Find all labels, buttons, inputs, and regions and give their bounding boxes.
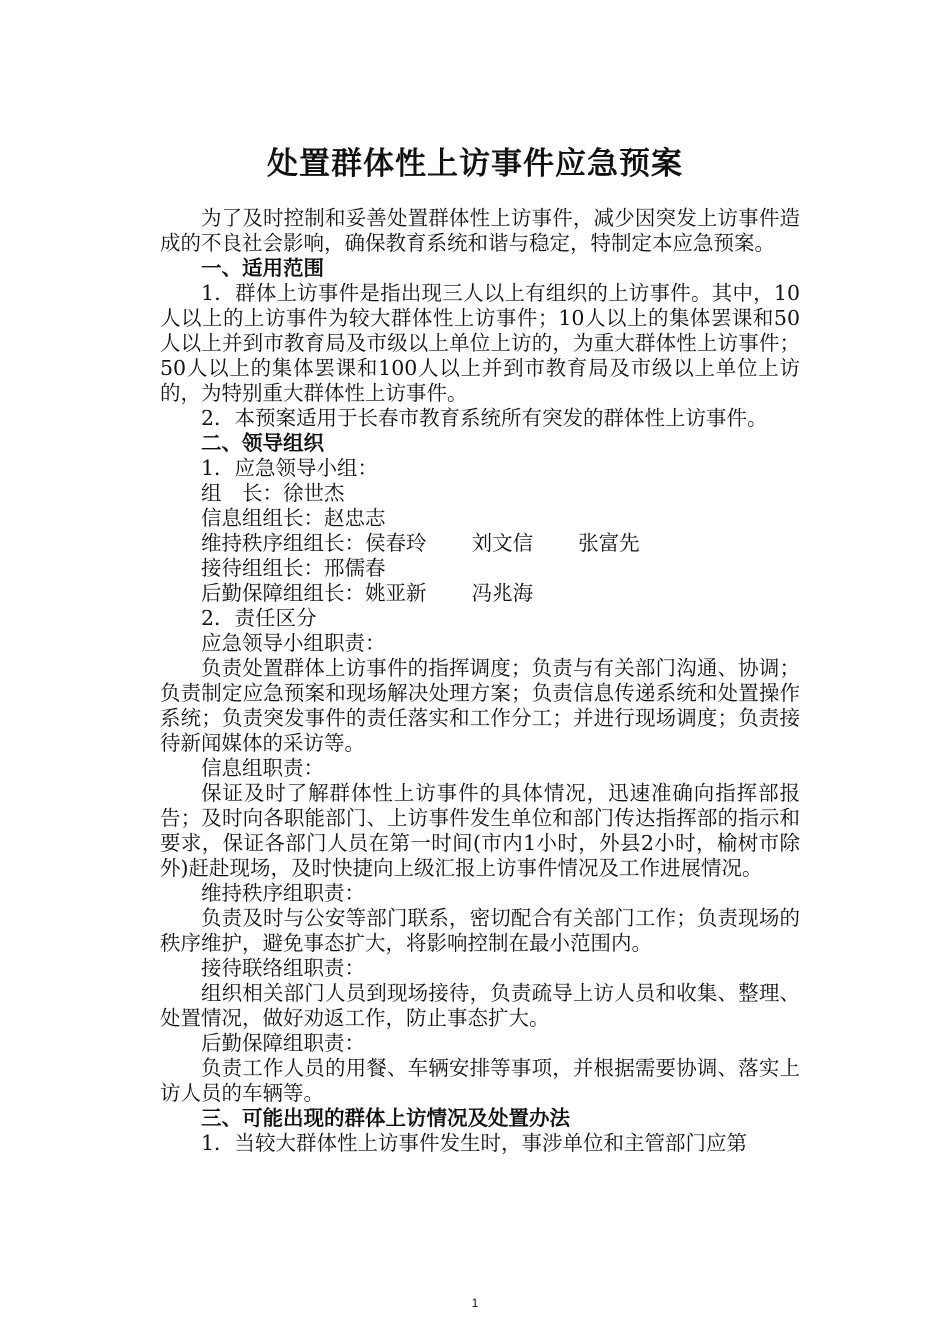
order-group-leader-1: 维持秩序组组长：侯春玲 [201, 531, 427, 555]
info-duties-text: 保证及时了解群体性上访事件的具体情况，迅速准确向指挥部报告；及时向各职能部门、上访事件发生单位和部门传达指挥部的指示和要求，保证各部门人员在第一时间(市内1小时，外县2小时，榆树市除外)赶赴现场，及时快捷向上级汇报上访事件情况及工作进展情况。 [160, 781, 800, 880]
reception-group-leader-line: 接待组组长：邢儒春 [201, 556, 386, 580]
order-duties-label: 维持秩序组职责： [201, 881, 365, 905]
order-duties-text: 负责及时与公安等部门联系，密切配合有关部门工作；负责现场的秩序维护，避免事态扩大，将影响控制在最小范围内。 [160, 906, 800, 955]
logistics-group-leader-2: 冯兆海 [471, 581, 534, 605]
document-title: 处置群体性上访事件应急预案 [267, 146, 683, 182]
reception-duties-text: 组织相关部门人员到现场接待，负责疏导上访人员和收集、整理、处置情况，做好劝返工作，防止事态扩大。 [160, 981, 800, 1030]
leadership-duties-label: 应急领导小组职责： [201, 631, 386, 655]
section-heading-scope: 一、适用范围 [201, 256, 324, 280]
logistics-group-leader-line [160, 581, 800, 606]
leader-line: 组 长：徐世杰 [201, 481, 345, 505]
scope-item-2: 2．本预案适用于长春市教育系统所有突发的群体性上访事件。 [201, 406, 768, 430]
reception-duties-label: 接待联络组职责： [201, 956, 365, 980]
order-group-leader-line [160, 531, 800, 556]
logistics-duties-label: 后勤保障组职责： [201, 1031, 365, 1055]
intro-paragraph: 为了及时控制和妥善处置群体性上访事件，减少因突发上访事件造成的不良社会影响，确保教育系统和谐与稳定，特制定本应急预案。 [160, 206, 800, 255]
info-duties-label: 信息组职责： [201, 756, 324, 780]
logistics-duties-text: 负责工作人员的用餐、车辆安排等事项，并根据需要协调、落实上访人员的车辆等。 [160, 1056, 800, 1105]
page-number: 1 [471, 1296, 479, 1310]
section-heading-handling: 三、可能出现的群体上访情况及处置办法 [201, 1106, 570, 1130]
info-group-leader-line: 信息组组长：赵忠志 [201, 506, 386, 530]
handling-item-1: 1．当较大群体性上访事件发生时，事涉单位和主管部门应第 [201, 1131, 748, 1155]
leadership-duties-text: 负责处置群体上访事件的指挥调度；负责与有关部门沟通、协调；负责制定应急预案和现场解决处理方案；负责信息传递系统和处置操作系统；负责突发事件的责任落实和工作分工；并进行现场调度；负责接待新闻媒体的采访等。 [160, 656, 800, 755]
order-group-leader-2: 刘文信 [471, 531, 534, 555]
document-body [160, 206, 800, 1156]
logistics-group-leader-1: 后勤保障组组长：姚亚新 [201, 581, 427, 605]
responsibility-heading: 2．责任区分 [201, 606, 317, 630]
order-group-leader-3: 张富先 [578, 531, 640, 555]
section-heading-leadership: 二、领导组织 [201, 431, 324, 455]
leadership-group-label: 1．应急领导小组： [201, 456, 379, 480]
scope-item-1: 1．群体上访事件是指出现三人以上有组织的上访事件。其中，10人以上的上访事件为较大群体性上访事件；10人以上的集体罢课和50人以上并到市教育局及市级以上单位上访的，为重大群体性上访事件；50人以上的集体罢课和100人以上并到市教育局及市级以上单位上访的，为特别重大群体性上访事件。 [160, 281, 800, 405]
